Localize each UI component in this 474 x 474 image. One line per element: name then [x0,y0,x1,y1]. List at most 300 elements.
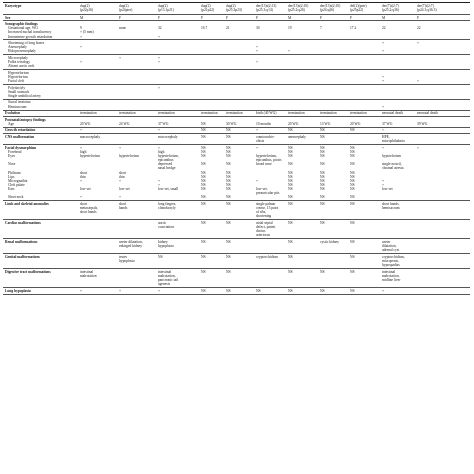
table-cell: enlarged kidney [119,244,142,249]
table-cell: NS [350,162,355,167]
table-cell: thin [119,174,125,179]
table-cell: high [158,149,165,154]
table-cell: low-set [382,187,393,192]
table-rule [3,20,470,21]
table-cell: NS [288,288,293,293]
table-rule [3,116,470,117]
table-cell: + [158,183,161,187]
row-label: Nose [8,162,16,167]
table-cell: malrotation [80,273,97,278]
table-cell: broad nose [256,162,272,167]
table-cell: NS [350,153,355,158]
table-cell: NS [201,240,206,244]
table-rule [3,14,470,15]
table-cell: defect, patent [256,225,276,230]
table-rule [3,2,470,3]
table-cell: NS [226,187,231,192]
table-cell: NS [350,174,355,179]
table-cell: NS [201,121,206,126]
row-label: Philtrum [8,170,21,175]
table-cell: NS [288,149,293,154]
table-rule [3,127,470,128]
table-rule [3,287,470,288]
table-cell: NS [320,221,325,225]
table-cell: + [256,45,259,50]
table-cell: NS [288,221,293,225]
cell-sex: F [119,15,121,20]
column-header-line2: (p24pter) [119,8,133,13]
table-cell: microphthalmia [382,139,405,144]
table-cell: shortening [256,214,272,219]
table-cell: birth (40 WG) [256,111,277,116]
row-label: Single umbilical artery [8,93,41,98]
table-cell: intestinal [382,269,396,274]
table-cell: NS [201,174,206,179]
table-cell: low-set, small [158,187,179,192]
table-cell: NS [288,153,293,158]
table-cell: termination [158,111,175,116]
table-rule [3,219,470,220]
row-label: Lung hypoplasia [5,288,31,293]
table-cell: NS [226,178,231,183]
table-cell: + [80,45,83,50]
table-cell: NS [350,269,355,274]
table-cell: HPE, [382,134,390,139]
table-cell: NS [320,162,325,167]
row-label: Cleft palate [8,183,25,187]
table-cell: + [382,74,385,79]
table-cell: low-set, [256,187,268,192]
table-cell: intestinal [158,269,172,274]
column-header-line2: (p25.2;q36) [382,8,399,13]
cell-sex: F [350,15,352,20]
table-cell: NS [350,254,355,259]
cell-sex: F [256,15,258,20]
table-cell: NS [226,221,231,225]
table-cell: NS [288,202,293,206]
table-cell: testes [119,254,127,259]
table-cell: NS [320,149,325,154]
table-cell: + [80,145,83,150]
table-cell: NS [201,187,206,192]
table-cell: adrenal cyst [382,248,400,253]
row-label: Intrauterine growth retardation [8,34,53,39]
row-label: Micrognathia [8,178,28,183]
row-label: Sonographic findings [5,22,38,27]
table-cell: 32 [158,26,162,31]
table-cell: NS [320,128,325,133]
column-header-line2: (p13.1p21) [158,8,174,13]
row-label: Forehead [8,149,22,154]
row-label: Microcephaly [8,55,28,60]
row-label: Hypertelorism [8,70,29,75]
row-label: Absent aortic arch [8,64,35,69]
table-cell: NS [201,153,206,158]
table-cell: hypoplasia [119,259,135,263]
table-cell: NS [201,288,206,293]
table-cell: + [417,145,420,150]
column-header-line1: dup(2) [119,4,129,8]
table-cell: ductus [256,229,266,234]
column-header-line2: (p25.3;q14) [256,8,273,13]
table-cell: epicanthus [158,158,174,163]
row-label: Facial cleft [8,79,25,84]
table-cell: + [119,178,122,183]
table-cell: + [382,128,385,133]
table-cell: NS [320,269,325,274]
table-cell: + [158,128,161,133]
table-cell: NS [350,221,355,225]
table-cell: NS [350,195,355,200]
table-cell: NS [201,202,206,206]
table-cell: NS [288,240,293,244]
table-cell: NS [320,153,325,158]
table-cell: termination [288,111,305,116]
table-cell: NS [288,195,293,200]
table-rule [3,268,470,269]
row-label: Sacral teratoma [8,100,31,105]
table-rule [3,144,470,145]
table-cell: 9 [80,26,82,31]
cell-sex: M [80,15,84,20]
table-cell: hypoplasia [158,244,174,249]
table-cell: NS [226,153,231,158]
table-cell: NS [226,254,231,259]
row-label: Age [8,121,14,126]
table-cell: NS [288,269,293,274]
table-cell: midline liver [382,278,401,282]
table-cell: dilatation, [382,244,397,249]
table-cell: NS [201,145,206,150]
table-cell: NS [320,195,325,200]
cell-sex: F [417,15,419,20]
table-cell: high [80,149,87,154]
table-cell: NS [201,178,206,183]
table-cell: + [80,128,83,133]
table-cell: hypertelorism, [256,153,277,158]
table-cell: NS [256,288,261,293]
column-header-line2: (p24;q26) [320,8,335,13]
table-cell: epicanthus, ptosis [256,158,282,163]
row-label: Gestational age, WG [8,26,38,31]
table-cell: + [382,49,385,54]
row-label: CNS malformation [5,134,35,139]
table-cell: thin [80,174,86,179]
column-header-line2: (p25.2;q26) [288,8,305,13]
table-cell: NS [350,288,355,293]
table-cell: NS [226,162,231,167]
table-cell: NS [350,178,355,183]
row-label: Anencephaly [8,45,27,50]
table-cell: hypotelorism [382,153,401,158]
column-header-line2: (p25p22) [350,8,364,13]
table-cell: hands [119,206,128,211]
table-cell: NS [201,162,206,167]
table-cell: hypospadias [382,263,400,268]
table-cell: anencephaly [288,134,306,139]
table-cell: choanal atresia [382,166,404,171]
table-cell: 37 WG [382,121,393,126]
cell-sex: F [320,15,322,20]
table-cell: NS [288,187,293,192]
table-cell: 20 WG [288,121,299,126]
table-cell: NS [350,149,355,154]
table-cell: termination [350,111,367,116]
row-label: Small stomach [8,89,30,94]
row-label: Increased nuchal translucency [8,30,52,35]
cell-sex: F [226,15,228,20]
cell-sex: F [201,15,203,20]
table-rule [3,99,470,100]
table-cell: NS [226,269,231,274]
table-cell: NS [226,174,231,179]
table-cell: 20 WG [80,121,91,126]
table-cell: + [80,288,83,293]
table-cell: 19 [288,26,292,31]
table-cell: NS [201,221,206,225]
table-cell: intestinal [80,269,94,274]
table-cell: nasal bridge [158,166,176,171]
table-cell: NS [288,178,293,183]
table-cell: macrocephaly [80,134,101,139]
table-rule [3,39,470,40]
table-cell: kidney [158,240,168,244]
table-cell: microcephaly [158,134,178,139]
row-label: Genital malformations [5,254,40,259]
cell-sex: M [382,15,386,20]
row-label: Eyes [8,153,15,158]
table-cell: NS [350,240,355,244]
table-cell: NS [201,128,206,133]
row-label: Polydactyly [8,85,26,90]
table-cell: + [119,145,122,150]
table-cell: NS [158,254,163,259]
table-cell: + [119,55,122,60]
table-cell: NS [288,183,293,187]
table-cell: short hands, [382,202,400,206]
table-cell: low-set [80,187,91,192]
table-cell: short [119,202,127,206]
row-label: Facial dysmorphism [5,145,37,150]
table-cell: NS [350,170,355,175]
row-label: Growth retardation [5,128,36,133]
table-rule [3,294,470,295]
table-cell: + [382,104,385,109]
table-cell: NS [226,288,231,293]
table-cell: NS [320,202,325,206]
table-cell: NS [350,145,355,150]
table-cell: ureter dilatation, [119,240,143,244]
table-cell: short [80,202,88,206]
table-cell: NS [320,170,325,175]
table-cell: malrotation, [382,273,400,278]
table-cell: + [80,178,83,183]
column-header-line1: der(13)t(2;10) [288,4,309,8]
table-cell: NS [226,195,231,200]
table-cell: NS [226,145,231,150]
cell-sex: M [288,15,292,20]
table-cell: + [158,178,161,183]
table-cell: coarctation [158,225,174,230]
row-label: Limb and skeletal anomalies [5,202,49,206]
column-header-line2: (p22p16) [80,8,94,13]
table-cell: + [256,49,259,54]
row-label: Ears [8,187,15,192]
table-cell: NS [226,202,231,206]
table-cell: neonatal death [382,111,403,116]
column-header-line1: dup(2) [201,4,211,8]
table-cell: 37 WG [158,121,169,126]
table-cell: + [119,195,122,200]
table-cell: + [256,178,259,183]
table-cell: + [158,145,161,150]
table-cell: ureter [382,240,391,244]
table-cell: + [382,41,385,46]
table-cell: NS [226,170,231,175]
table-cell: atrial septal [256,221,273,225]
table-cell: + [417,41,420,46]
table-cell: NS [320,183,325,187]
table-cell: depressed [158,162,173,167]
column-header-line1: der(13)t(2;10) [320,4,341,8]
table-rule [3,84,470,85]
table-cell: pancreatic tail [158,278,179,282]
table-cell: NS [350,187,355,192]
table-cell: NS [320,288,325,293]
table-cell: + [256,145,259,150]
table-cell: micropenis, [382,259,399,263]
table-cell: 30 [256,26,260,31]
table-cell: + [382,145,385,150]
row-label: Renal malformations [5,240,38,244]
column-header-line1: der(7)t(2;7) [417,4,434,8]
table-cell: + [80,60,83,65]
table-cell: NS [201,254,206,259]
table-cell: low-set [119,187,130,192]
row-label: Shortening of long bones [8,41,45,46]
table-cell: NS [201,149,206,154]
row-label: Sex [5,15,11,20]
table-cell: metacarpals, [80,206,99,211]
table-cell: NS [288,128,293,133]
table-cell: NS [201,183,206,187]
table-cell: NS [320,134,325,139]
table-cell: + [256,60,259,65]
table-cell: NS [226,183,231,187]
table-cell: NS [201,269,206,274]
table-cell: + [158,85,161,90]
table-cell: + [382,178,385,183]
table-cell: single nostril, [382,162,402,167]
table-cell: 30 WG [226,121,237,126]
table-cell: cryptorchidism [256,254,278,259]
table-cell: + [158,34,161,39]
table-cell: chisis [256,139,265,144]
table-cell: termination [201,111,218,116]
table-rule [3,200,470,201]
row-label: Postnatal/autopsy findings [5,117,46,122]
table-cell: NS [226,240,231,244]
table-cell: + [382,183,385,187]
table-cell: NS [350,128,355,133]
table-cell: + [417,79,420,84]
column-header-line1: dup(2) [226,4,236,8]
table-cell: + [158,288,161,293]
table-cell: NS [288,174,293,179]
table-cell: 22 [382,26,386,31]
table-cell: NS [226,134,231,139]
table-cell: none [119,26,126,31]
table-cell: + [288,49,291,54]
cell-sex: F [158,15,160,20]
table-cell: NS [226,128,231,133]
header-karyotype-label: Karyotype [5,4,22,8]
table-cell: + [80,195,83,200]
table-rule [3,133,470,134]
table-cell: 17.2 [350,26,357,31]
row-label: Short neck [8,195,24,200]
table-cell: cryptorchidism, [382,254,405,259]
table-cell: long fingers, [158,202,177,206]
table-cell: + [158,60,161,65]
table-cell: craniorachis- [256,134,275,139]
table-cell: 24 WG [119,121,130,126]
table-cell: termination [119,111,136,116]
row-label: Evolution [5,111,20,116]
table-cell: NS [201,170,206,175]
table-cell: clinodactyly [158,206,176,211]
row-label: Lips [8,174,15,179]
table-cell: termination [226,111,243,116]
table-cell: short [80,170,88,175]
table-cell: NS [288,145,293,150]
table-cell: 7 [320,26,322,31]
table-cell: preauricular pits [256,191,280,196]
table-cell: agenesis [158,282,171,287]
table-cell: 13 WG [320,121,331,126]
table-cell: neonatal death [417,111,438,116]
column-header-line2: (p24.3;q36.3) [417,8,437,13]
table-cell: + (5 mm) [80,30,94,35]
table-cell: + [382,288,385,293]
column-header-line1: dup(2) [158,4,168,8]
table-cell: NS [320,178,325,183]
table-cell: NS [350,202,355,206]
table-rule [3,69,470,70]
column-header-line1: del(2)(pter) [350,4,367,8]
table-cell: crease, 13 pairs [256,206,279,211]
table-cell: short [119,170,127,175]
table-cell: malrotation, [158,273,176,278]
row-label: Fallot tetralogy [8,60,31,65]
table-cell: NS [226,149,231,154]
table-cell: 20 WG [350,121,361,126]
table-cell: NS [288,170,293,175]
table-cell: NS [201,195,206,200]
table-cell: hypertelorism [119,153,139,158]
table-cell: of ribs, [256,210,267,215]
table-cell: + [119,288,122,293]
table-cell: 39 WG [417,121,428,126]
table-cell: + [158,55,161,60]
table-cell: cystic kidney [320,240,340,244]
table-cell: NS [320,187,325,192]
table-cell: + [382,79,385,84]
table-cell: arteriosus [256,233,270,238]
row-label: Cardiac malformations [5,221,41,225]
table-cell: single palmar [256,202,276,206]
row-label: Hemisacrum [8,104,27,109]
